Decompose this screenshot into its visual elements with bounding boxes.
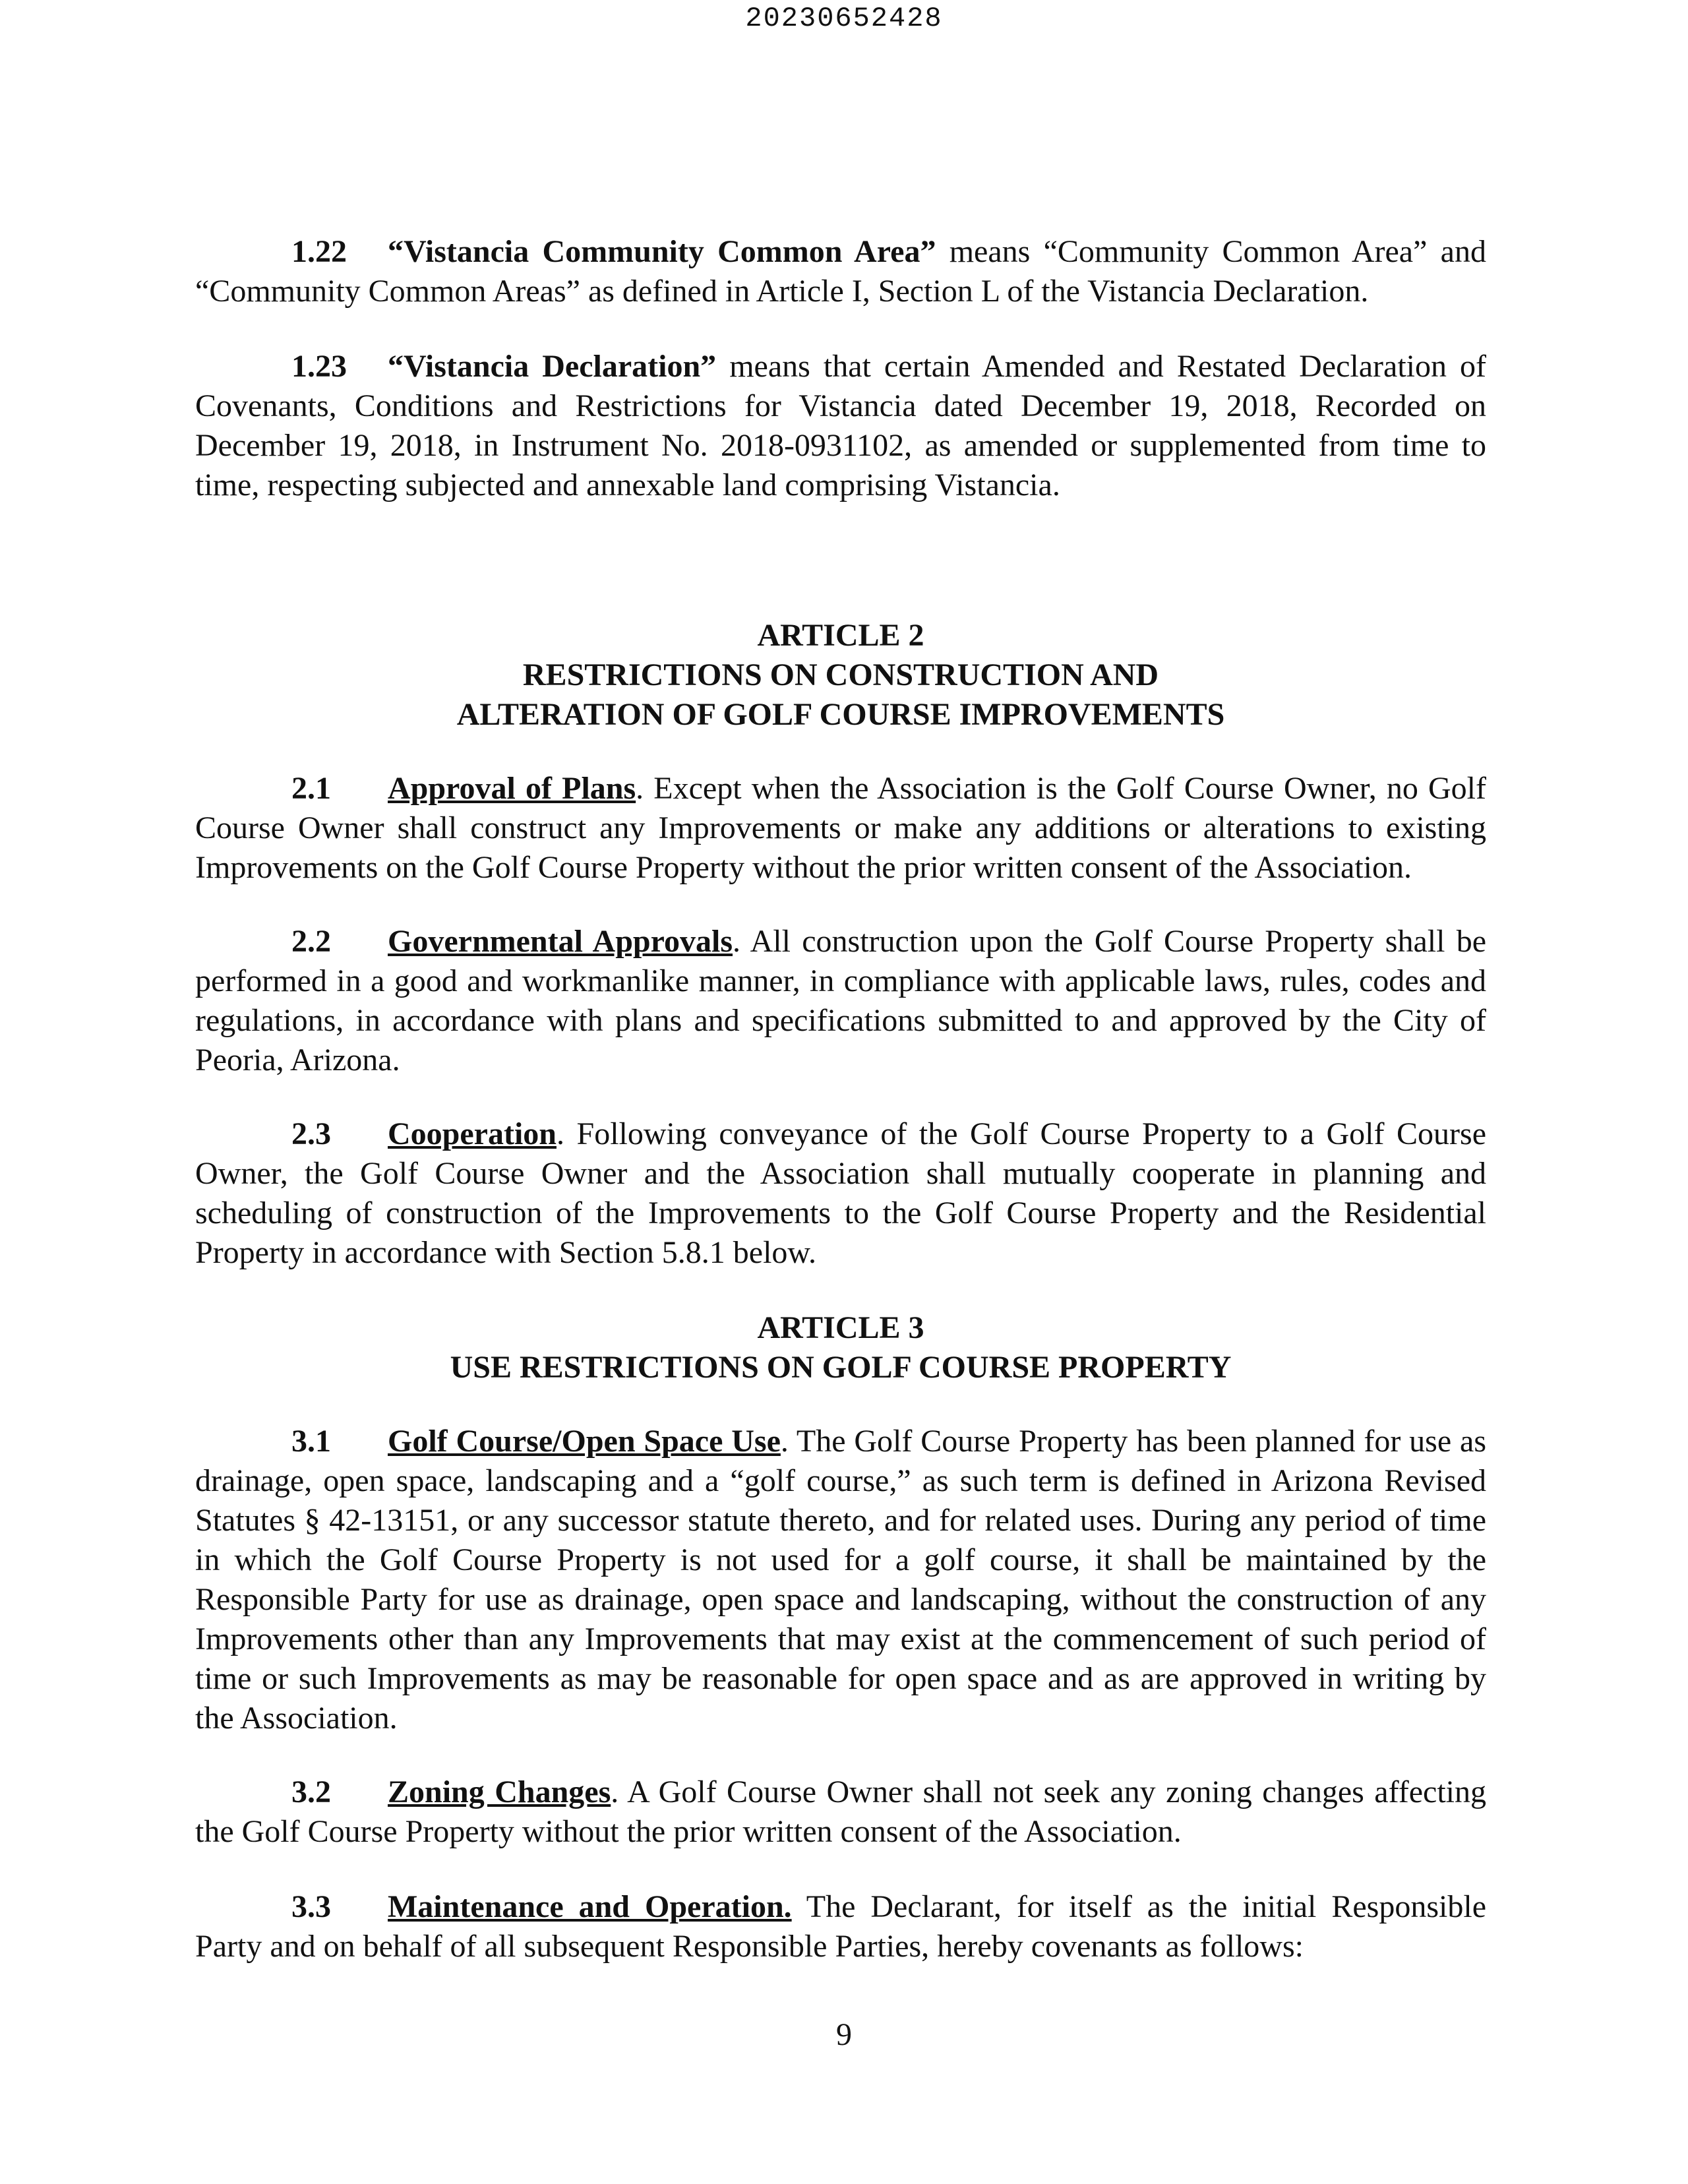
section-text: . The Golf Course Property has been planned for use as drainage, open space, landscaping and a “golf course,” as such term is defined in Arizona Revised Statutes § 42-13151, or any successor statute thereto, and for related uses. During any period of time in which the Golf Course Property is not used for a golf course, it shall be maintained by the Responsible Party for use as drainage, open space and landscaping, without the construction of any Improvements other than any Improvements that may exist at the commencement of such period of time or such Improvements as may be reasonable for open space and as are approved in writing by the Association. [195, 1424, 1486, 1736]
article-3-heading [195, 1308, 1486, 1387]
section-2-2 [195, 922, 1486, 1080]
section-2-1 [195, 769, 1486, 888]
section-number: 1.23 [291, 349, 347, 384]
recording-number: 20230652428 [745, 3, 943, 34]
section-number: 2.2 [291, 924, 331, 959]
section-number: 1.22 [291, 234, 347, 269]
section-2-3 [195, 1114, 1486, 1273]
defined-term: “Vistancia Declaration” [388, 349, 717, 384]
section-number: 3.1 [291, 1424, 331, 1459]
section-text: means that certain Amended and Restated Declaration of Covenants, Conditions and Restrictions for Vistancia dated December 19, 2018, Recorded on December 19, 2018, in Instrument No. 2018-0931102, as amended or supplemented from time to time, respecting subjected and annexable land comprising Vistancia. [195, 349, 1487, 502]
section-number: 2.3 [291, 1116, 331, 1151]
section-3-1 [195, 1422, 1486, 1738]
article-subtitle: RESTRICTIONS ON CONSTRUCTION AND [522, 657, 1159, 692]
page-number: 9 [836, 2017, 852, 2052]
article-subtitle: ALTERATION OF GOLF COURSE IMPROVEMENTS [456, 697, 1225, 732]
section-caption: Cooperation [388, 1116, 557, 1151]
section-1-23 [195, 347, 1486, 505]
section-text: . A Golf Course Owner shall not seek any zoning changes affecting the Golf Course Property without the prior written consent of the Association. [195, 1774, 1486, 1849]
section-caption: Zoning Changes [388, 1774, 611, 1809]
section-3-3 [195, 1887, 1486, 1966]
defined-term: “Vistancia Community Common Area” [388, 234, 936, 269]
article-title: ARTICLE 3 [757, 1310, 924, 1345]
section-number: 3.3 [291, 1889, 331, 1924]
section-number: 3.2 [291, 1774, 331, 1809]
document-body [195, 232, 1486, 1966]
section-1-22 [195, 232, 1486, 311]
section-caption: Maintenance and Operation. [388, 1889, 792, 1924]
article-title: ARTICLE 2 [757, 618, 924, 653]
section-caption: Golf Course/Open Space Use [388, 1424, 781, 1459]
section-text: The Declarant, for itself as the initial Responsible Party and on behalf of all subsequent Responsible Parties, hereby covenants as follows: [195, 1889, 1486, 1964]
section-number: 2.1 [291, 771, 331, 806]
section-text: means “Community Common Area” and “Community Common Areas” as defined in Article I, Section L of the Vistancia Declaration. [195, 234, 1486, 309]
article-2-heading [195, 616, 1486, 735]
article-subtitle: USE RESTRICTIONS ON GOLF COURSE PROPERTY [450, 1350, 1232, 1385]
section-3-2 [195, 1773, 1486, 1852]
section-caption: Governmental Approvals [388, 924, 733, 959]
section-caption: Approval of Plans [388, 771, 636, 806]
section-text: . Except when the Association is the Golf Course Owner, no Golf Course Owner shall construct any Improvements or make any additions or alterations to existing Improvements on the Golf Course Property without the prior written consent of the Association. [195, 771, 1487, 885]
section-text: . Following conveyance of the Golf Course Property to a Golf Course Owner, the Golf Course Owner and the Association shall mutually cooperate in planning and scheduling of construction of the Improvements to the Golf Course Property and the Residential Property in accordance with Section 5.8.1 below. [195, 1116, 1486, 1270]
section-text: . All construction upon the Golf Course Property shall be performed in a good and workmanlike manner, in compliance with applicable laws, rules, codes and regulations, in accordance with plans and specifications submitted to and approved by the City of Peoria, Arizona. [195, 924, 1486, 1077]
